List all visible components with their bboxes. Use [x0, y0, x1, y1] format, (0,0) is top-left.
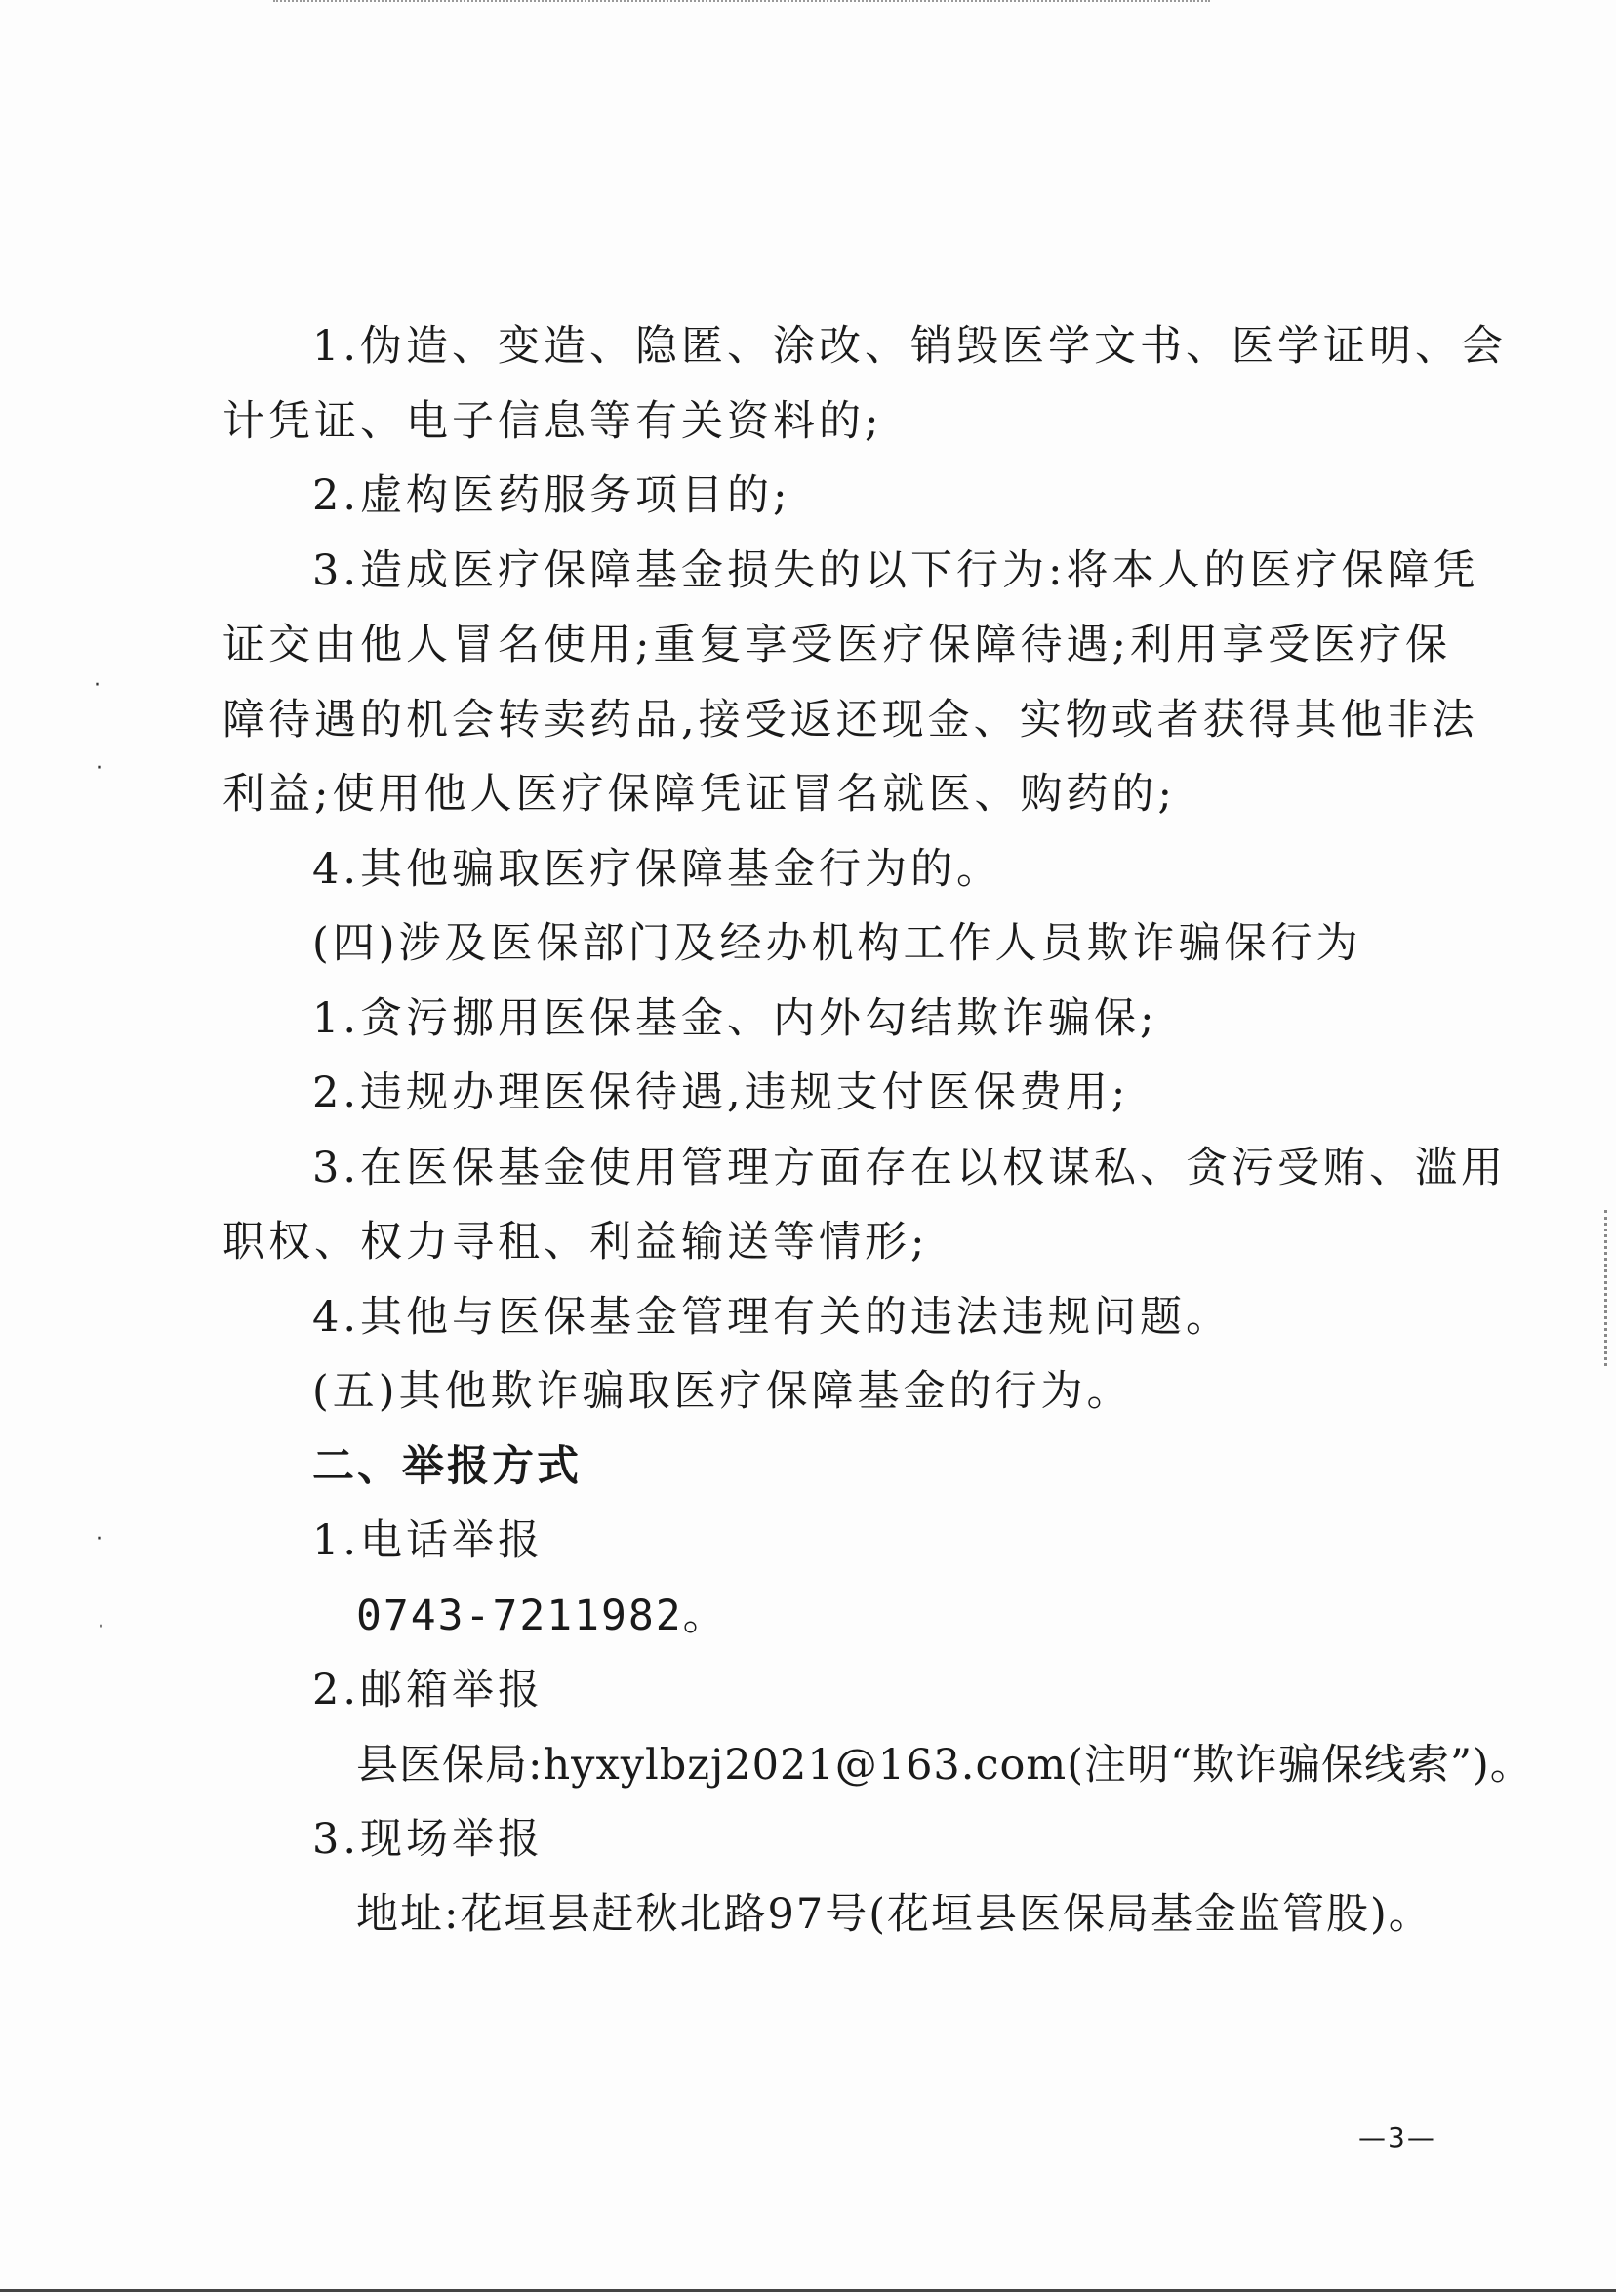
- sub-heading-onsite: 3.现场举报: [312, 1815, 545, 1864]
- scan-speck: ·: [98, 1615, 104, 1639]
- scan-speck: ·: [96, 756, 102, 781]
- phone-number: 0743-7211982。: [356, 1591, 727, 1640]
- paragraph-line: 证交由他人冒名使用;重复享受医疗保障待遇;利用享受医疗保: [222, 621, 1451, 669]
- scan-artifact-top: [273, 0, 1210, 12]
- sub-heading-email: 2.邮箱举报: [312, 1666, 545, 1714]
- main-heading-report-methods: 二、举报方式: [312, 1442, 582, 1491]
- paragraph-line: 1.伪造、变造、隐匿、涂改、销毁医学文书、医学证明、会: [312, 322, 1508, 371]
- paragraph-line: 计凭证、电子信息等有关资料的;: [222, 397, 883, 446]
- paragraph-line: 4.其他骗取医疗保障基金行为的。: [312, 845, 1003, 894]
- paragraph-line: 3.在医保基金使用管理方面存在以权谋私、贪污受贿、滥用: [312, 1144, 1508, 1192]
- scan-speck: ·: [94, 673, 101, 698]
- scan-artifact-bottom: [0, 2289, 1616, 2292]
- scan-artifact-right: [1604, 1210, 1611, 1366]
- section-heading-4: (四)涉及医保部门及经办机构工作人员欺诈骗保行为: [312, 919, 1362, 968]
- section-heading-5: (五)其他欺诈骗取医疗保障基金的行为。: [312, 1367, 1133, 1416]
- paragraph-line: 1.贪污挪用医保基金、内外勾结欺诈骗保;: [312, 994, 1158, 1043]
- paragraph-line: 2.违规办理医保待遇,违规支付医保费用;: [312, 1068, 1130, 1117]
- email-address-line: 县医保局:hyxylbzj2021@163.com(注明“欺诈骗保线索”)。: [356, 1741, 1533, 1790]
- page-number: —3—: [1358, 2121, 1436, 2154]
- address-line: 地址:花垣县赶秋北路97号(花垣县医保局基金监管股)。: [356, 1890, 1433, 1939]
- paragraph-line: 3.造成医疗保障基金损失的以下行为:将本人的医疗保障凭: [312, 546, 1479, 595]
- paragraph-line: 障待遇的机会转卖药品,接受返还现金、实物或者获得其他非法: [222, 696, 1478, 745]
- scan-speck: ·: [96, 1527, 102, 1551]
- paragraph-line: 利益;使用他人医疗保障凭证冒名就医、购药的;: [222, 770, 1176, 819]
- paragraph-line: 2.虚构医药服务项目的;: [312, 471, 791, 520]
- paragraph-line: 4.其他与医保基金管理有关的违法违规问题。: [312, 1293, 1232, 1342]
- sub-heading-phone: 1.电话举报: [312, 1516, 545, 1565]
- paragraph-line: 职权、权力寻租、利益输送等情形;: [222, 1218, 929, 1267]
